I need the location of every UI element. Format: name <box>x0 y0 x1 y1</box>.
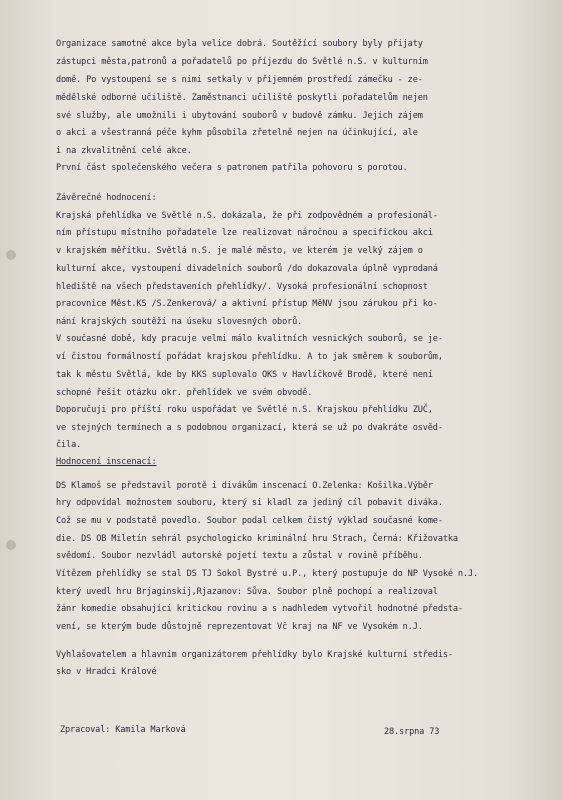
text-line: DS Klamoš se představil porotě i divákům inscenací O.Zelenka: Košilka.Výběr <box>56 481 433 491</box>
text-line: Vyhlašovatelem a hlavním organizátorem přehlídky bylo Krajské kulturní středis- <box>56 650 453 660</box>
text-line: Doporučuji pro příští roku uspořádat ve Světlé n.S. Krajskou přehlídku ZUČ, <box>56 405 433 415</box>
text-line: Krajská přehlídka ve Světlé n.S. dokázala, že při zodpovědném a profesionál- <box>56 211 438 221</box>
text-line: který uvedl hru Brjaginskij,Rjazanov: Sůva. Soubor plně pochopí a realizoval <box>56 587 438 597</box>
text-line: žánr komedie obsahující kritickou rovinu a s nadhledem vytvořil hodnotné předsta- <box>56 604 463 614</box>
text-line: Což se mu v podstatě povedlo. Soubor podal celkem čistý výklad současné kome- <box>56 516 443 526</box>
text-line: vení, se kterým bude důstojně reprezentovat Vč kraj na NF ve Vysokém n.J. <box>56 622 423 632</box>
text-line: tak k městu Světlá, kde by KKS suplovalo OKS v Havlíčkově Brodě, které není <box>56 370 433 380</box>
text-line: Vítězem přehlídky se stal DS TJ Sokol Bystré u.P., který postupuje do NP Vysoké n.J. <box>56 569 479 579</box>
section-heading-final-evaluation: Závěrečné hodnocení: <box>56 193 157 203</box>
section-heading-productions: Hodnocení inscenací: <box>56 457 157 467</box>
text-line: sko v Hradci Králové <box>56 667 157 677</box>
text-line: ví čistou formálností pořádat krajskou přehlídku. A to jak směrem k souborům, <box>56 352 443 362</box>
text-line: pracovnice Měst.KS /S.Zenkerová/ a aktivní přístup MěNV jsou zárukou při ko- <box>56 299 438 309</box>
text-line: hlediště na všech představeních přehlídky/. Vysoká profesionální schopnost <box>56 282 428 292</box>
author-signature: Zpracoval: Kamila Marková <box>60 725 186 735</box>
text-line: mědělské odborné učiliště. Zaměstnanci učiliště poskytli pořadatelům nejen <box>56 93 428 103</box>
text-line: domě. Po vystoupení se s nimi setkaly v přijemném prostředí zámečku - ze- <box>56 75 423 85</box>
text-line: V současné době, kdy pracuje velmi málo kvalitních vesnických souborů, se je- <box>56 334 443 344</box>
text-line: i na zkvalitnění celé akce. <box>56 146 192 156</box>
text-line: své služby, ale umožnili i ubytování souborů v budově zámku. Jejich zájem <box>56 111 423 121</box>
text-line: o akci a všestranná péče kyhm působila zřetelně nejen na účinkující, ale <box>56 128 418 138</box>
text-line: schopné řešit otázku okr. přehlídek ve svém obvodě. <box>56 388 313 398</box>
text-line: čila. <box>56 440 82 450</box>
text-line: die. DS OB Miletín sehrál psychologicko kriminální hru Strach, Černá: Křižovatka <box>56 534 458 544</box>
text-line: Organizace samotné akce byla velice dobrá. Soutěžící soubory byly přijaty <box>56 39 423 49</box>
document-date: 28.srpna 73 <box>384 727 440 737</box>
text-line: ve stejných termínech a s podobnou organizací, která se už po dvakráte osvěd- <box>56 423 443 433</box>
text-line: svědomí. Soubor nezvládl autorské pojetí textu a zůstal v rovině příběhu. <box>56 551 423 561</box>
text-line: První část společenského večera s patronem patřila pohovoru s porotou. <box>56 163 408 173</box>
text-line: v krajském měřítku. Světlá n.S. je malé město, ve kterém je velký zájem o <box>56 246 423 256</box>
punch-hole-top <box>6 250 16 260</box>
text-line: ním přístupu místního pořadatele lze realizovat náročnou a specifickou akci <box>56 228 433 238</box>
text-line: hry odpovídal možnostem souboru, který si kladl za jediný cíl pobavit diváka. <box>56 498 443 508</box>
text-line: zástupci města,patronů a pořadatelů po příjezdu do Světlé n.S. v kulturním <box>56 57 428 67</box>
text-line: kulturní akce, vystoupení divadelních souborů /do dokazovala úplně vyprodaná <box>56 264 438 274</box>
text-line: nání krajských soutěží na úseku slovesných oborů. <box>56 317 303 327</box>
punch-hole-bottom <box>6 540 16 550</box>
